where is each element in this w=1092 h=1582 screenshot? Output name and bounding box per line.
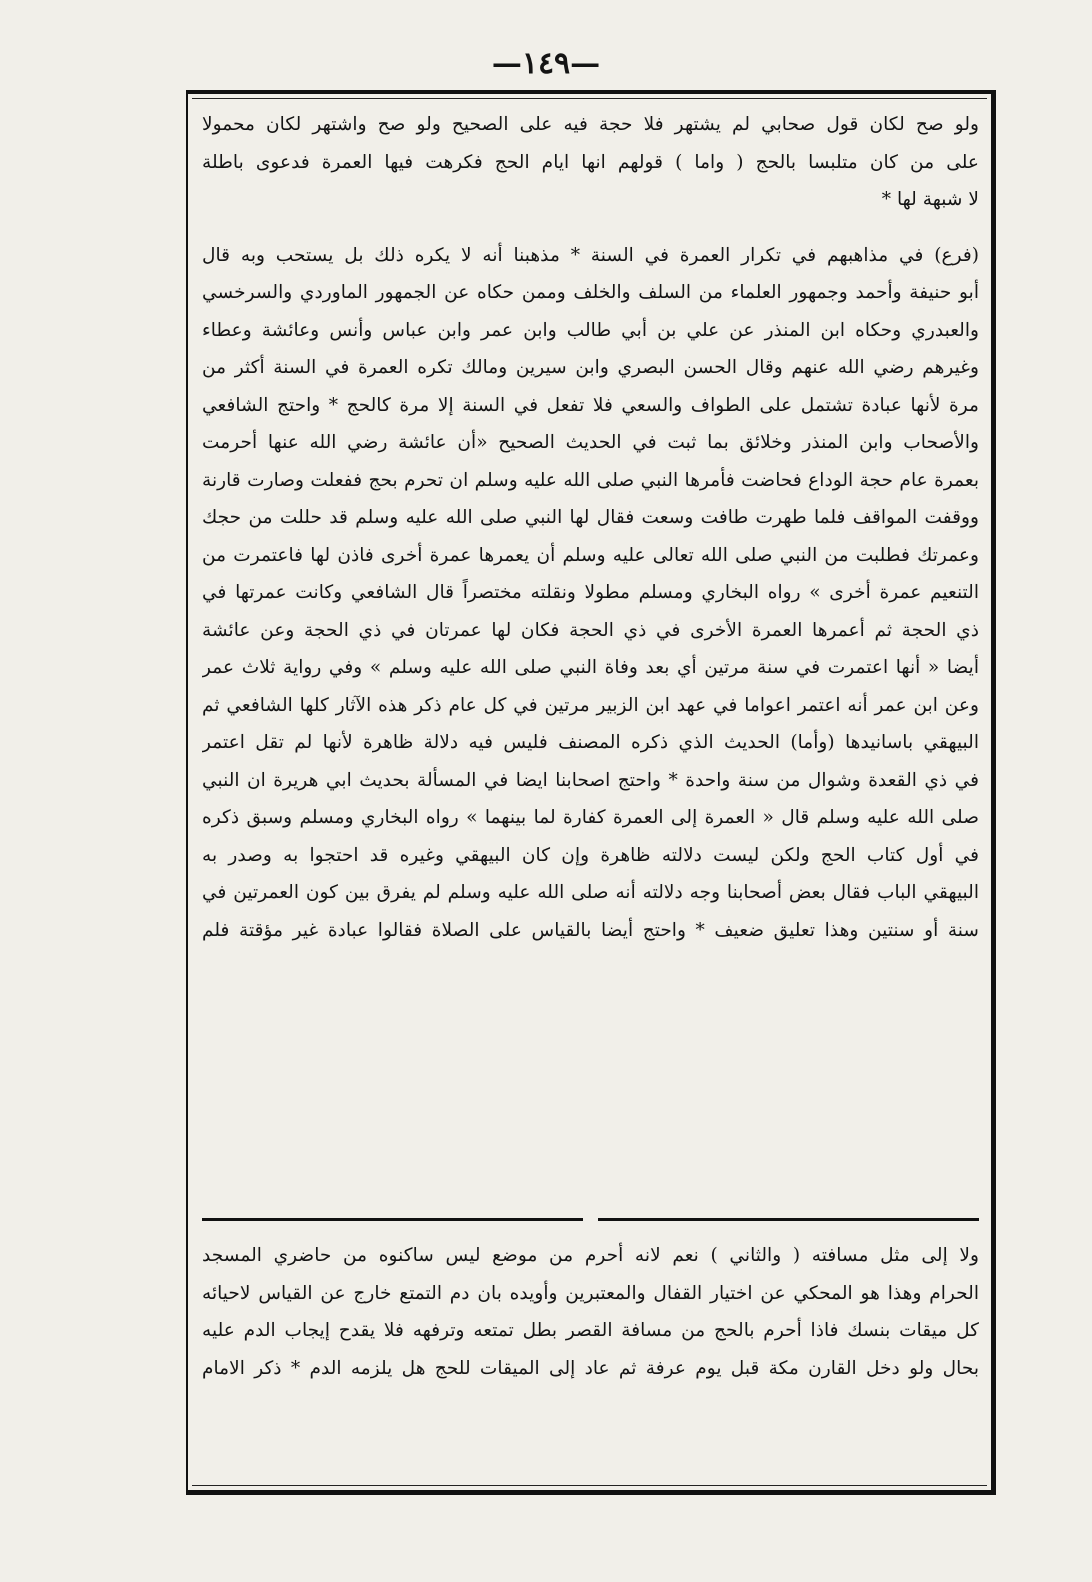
text-line: في ذي القعدة وشوال من سنة واحدة * واحتج اصحابنا ايضا في المسألة بحديث ابي هريرة ان النبي [202,769,979,791]
footnote-line: الحرام وهذا هو المحكي عن اختيار القفال والمعتبرين وأويده بان دم التمتع خارج عن القياس لاحيائه [202,1282,979,1304]
text-line: أيضا « أنها اعتمرت في سنة مرتين أي بعد وفاة النبي صلى الله عليه وسلم » وفي رواية ثلاث عمر [202,657,979,678]
text-line: على من كان متلبسا بالحج ( واما ) قولهم انها ايام الحج فكرهت فيها العمرة فدعوى باطلة [202,151,979,173]
text-line: ووقفت المواقف فلما طهرت طافت وسعت فقال لها النبي صلى الله عليه وسلم قد حللت من حجك [202,507,979,528]
text-line: أبو حنيفة وأحمد وجمهور العلماء من السلف والخلف وممن حكاه عن الجمهور الماوردي والسرخسي [202,282,979,303]
page-frame [186,90,996,1495]
text-line: ذي الحجة ثم أعمرها العمرة الأخرى في ذي الحجة فكان لها عمرتان في ذي الحجة وعن عائشة [202,619,979,641]
text-line: بعمرة عام حجة الوداع فحاضت فأمرها النبي صلى الله عليه وسلم ان تحرم بحج ففعلت وصارت قارنة [202,469,979,491]
text-line: والعبدري وحكاه ابن المنذر عن علي بن أبي طالب وابن عمر وابن عباس وأنس وعائشة وعطاء [202,319,979,341]
paragraph-gap [202,219,979,237]
footnote-line: بحال ولو دخل القارن مكة قبل يوم عرفة ثم عاد إلى الميقات للحج هل يلزمه الدم * ذكر الامام [202,1357,979,1379]
text-line: وعمرتك فطلبت من النبي صلى الله تعالى عليه وسلم أن يعمرها عمرة أخرى فاذن لها فاعتمرت من [202,544,979,566]
divider-rule-left [202,1218,583,1221]
text-line: سنة أو سنتين وهذا تعليق ضعيف * واحتج أيضا بالقياس على الصلاة فقالوا عبادة غير مؤقتة فلم [202,919,979,941]
page-number: —١٤٩— [491,46,601,81]
text-line: البيهقي باسانيدها (وأما) الحديث الذي ذكره المصنف فليس فيه دلالة ظاهرة لأنها لم تقل اعتمر [202,732,979,753]
text-line: وعن ابن عمر أنه اعتمر اعواما في عهد ابن الزبير مرتين في كل عام ذكر هذه الآثار كلها الشافعي ثم [202,694,979,716]
text-line: في أول كتاب الحج ولكن ليست دلالته ظاهرة وإن كان البيهقي وغيره قد احتجوا به وصدر به [202,844,979,866]
footnote-divider [202,1216,979,1226]
text-line: لا شبهة لها * [881,189,979,210]
text-line: صلى الله عليه وسلم قال « العمرة إلى العمرة كفارة لما بينهما » رواه البخاري ومسلم وسبق ذكره [202,807,979,828]
footnote-line: كل ميقات بنسك فاذا أحرم بالحج من مسافة القصر بطل تمتعه وترفهه فلا يقدح إيجاب الدم عليه [202,1320,979,1341]
text-line: والأصحاب وابن المنذر وخلائق بما ثبت في الحديث الصحيح «أن عائشة رضي الله عنها أحرمت [202,432,979,453]
text-line: (فرع) في مذاهبهم في تكرار العمرة في السنة * مذهبنا أنه لا يكره ذلك بل يستحب وبه قال [202,244,979,266]
main-text [202,106,979,949]
text-line: مرة لأنها عبادة تشتمل على الطواف والسعي فلا تفعل في السنة إلا مرة كالحج * واحتج الشافعي [202,394,979,416]
text-line: البيهقي الباب فقال بعض أصحابنا وجه دلالته أنه صلى الله عليه وسلم لم يفرق بين كون العمرتين في [202,882,979,903]
divider-rule-right [598,1218,979,1221]
text-line: وغيرهم رضي الله عنهم وقال الحسن البصري وابن سيرين ومالك تكره العمرة في السنة أكثر من [202,357,979,378]
footnote-line: ولا إلى مثل مسافته ( والثاني ) نعم لانه أحرم من موضع ليس ساكنوه من حاضري المسجد [202,1245,979,1266]
text-line: ولو صح لكان قول صحابي لم يشتهر فلا حجة فيه على الصحيح ولو صح واشتهر لكان محمولا [202,114,979,135]
text-line: التنعيم عمرة أخرى » رواه البخاري ومسلم مطولا ونقلته مختصراً قال الشافعي وكانت عمرتها في [202,582,979,603]
footnote-text [202,1237,979,1387]
